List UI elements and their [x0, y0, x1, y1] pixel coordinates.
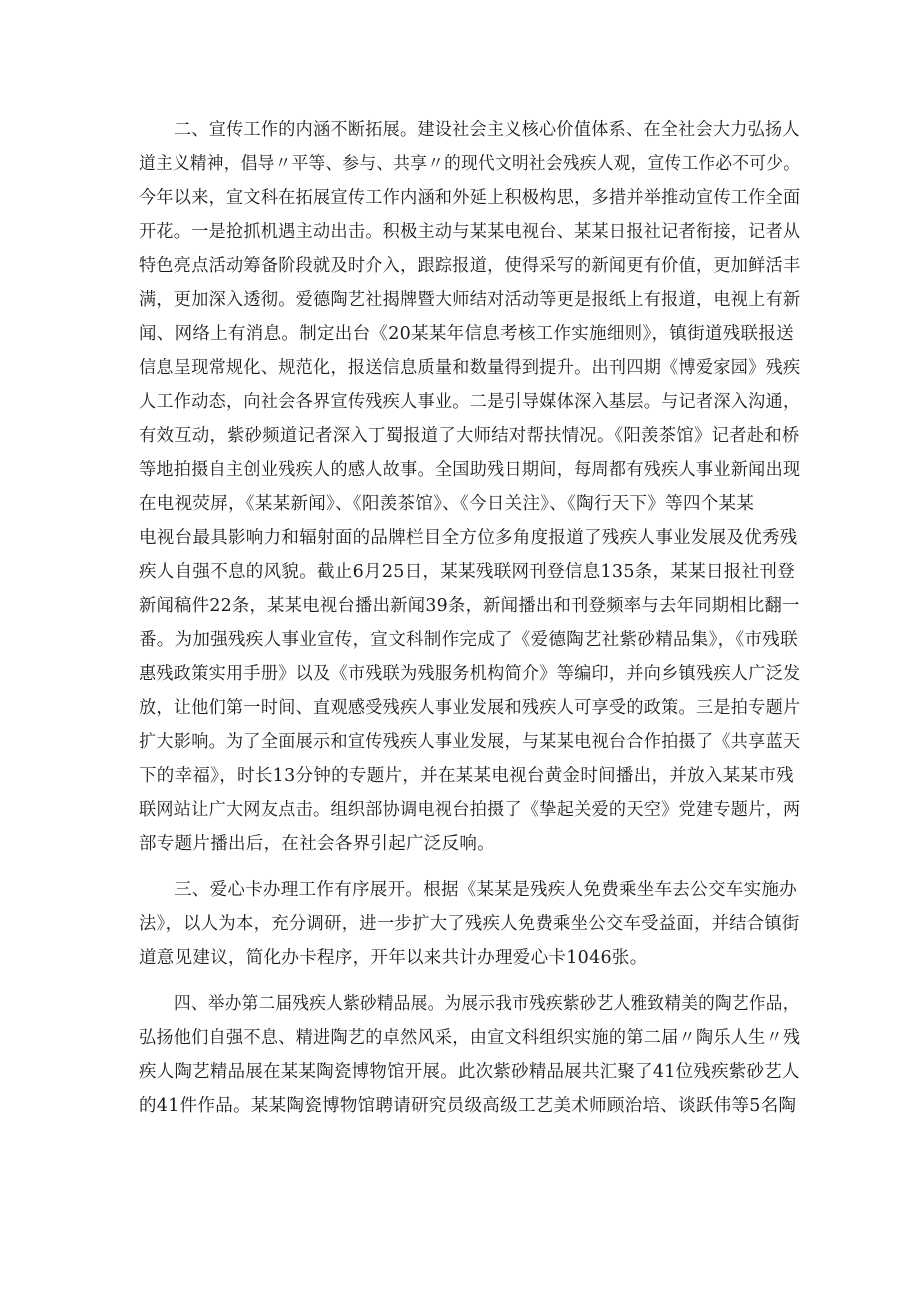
text-line: 四、举办第二届残疾人紫砂精品展。为展示我市残疾紫砂艺人雅致精美的陶艺作品， [174, 994, 800, 1014]
text-line: 法》，以人为本，充分调研，进一步扩大了残疾人免费乘坐公交车受益面，并结合镇街 [139, 914, 800, 934]
text-line: 满，更加深入透彻。爱德陶艺社揭牌暨大师结对活动等更是报纸上有报道，电视上有新 [139, 290, 801, 310]
text-line: 在电视荧屏，《某某新闻》、《阳羡茶馆》、《今日关注》、《陶行天下》等四个某某 [139, 494, 755, 514]
text-line: 特色亮点活动筹备阶段就及时介入，跟踪报道，使得采写的新闻更有价值，更加鲜活丰 [139, 256, 801, 276]
text-line: 放，让他们第一时间、直观感受残疾人事业发展和残疾人可享受的政策。三是拍专题片 [139, 698, 801, 718]
text-line: 扩大影响。为了全面展示和宣传残疾人事业发展，与某某电视台合作拍摄了《共享蓝天 [139, 732, 801, 752]
text-line: 信息呈现常规化、规范化，报送信息质量和数量得到提升。出刊四期《博爱家园》残疾 [139, 358, 801, 378]
text-line: 二、宣传工作的内涵不断拓展。建设社会主义核心价值体系、在全社会大力弘扬人 [174, 120, 800, 140]
text-line: 新闻稿件22条，某某电视台播出新闻39条，新闻播出和刊登频率与去年同期相比翻一 [139, 596, 800, 616]
text-line: 道主义精神，倡导〃平等、参与、共享〃的现代文明社会残疾人观，宣传工作必不可少。 [139, 154, 801, 174]
text-line: 疾人自强不息的风貌。截止6月25日，某某残联网刊登信息135条，某某日报社刊登 [139, 562, 796, 582]
text-line: 闻、网络上有消息。制定出台《20某某年信息考核工作实施细则》，镇街道残联报送 [139, 324, 794, 344]
text-line: 疾人陶艺精品展在某某陶瓷博物馆开展。此次紫砂精品展共汇聚了41位残疾紫砂艺人 [139, 1062, 800, 1082]
text-line: 番。为加强残疾人事业宣传，宣文科制作完成了《爱德陶艺社紫砂精品集》，《市残联 [139, 630, 798, 650]
text-line: 等地拍摄自主创业残疾人的感人故事。全国助残日期间，每周都有残疾人事业新闻出现 [139, 460, 801, 480]
text-line: 部专题片播出后，在社会各界引起广泛反响。 [139, 834, 495, 854]
text-line: 开花。一是抢抓机遇主动出击。积极主动与某某电视台、某某日报社记者衔接，记者从 [139, 222, 801, 242]
text-line: 的41件作品。某某陶瓷博物馆聘请研究员级高级工艺美术师顾治培、谈跃伟等5名陶 [139, 1096, 797, 1116]
text-line: 人工作动态，向社会各界宣传残疾人事业。二是引导媒体深入基层。与记者深入沟通， [139, 392, 801, 412]
text-line: 今年以来，宣文科在拓展宣传工作内涵和外延上积极构思，多措并举推动宣传工作全面 [139, 188, 801, 208]
text-line: 下的幸福》，时长13分钟的专题片，并在某某电视台黄金时间播出，并放入某某市残 [139, 766, 794, 786]
text-line: 三、爱心卡办理工作有序展开。根据《某某是残疾人免费乘坐车去公交车实施办 [174, 880, 797, 900]
text-line: 电视台最具影响力和辐射面的品牌栏目全方位多角度报道了残疾人事业发展及优秀残 [139, 528, 798, 548]
text-line: 联网站让广大网友点击。组织部协调电视台拍摄了《挚起关爱的天空》党建专题片，两 [139, 800, 801, 820]
text-line: 有效互动，紫砂频道记者深入丁蜀报道了大师结对帮扶情况。《阳羡茶馆》记者赴和桥 [139, 426, 800, 446]
text-line: 道意见建议，简化办卡程序，开年以来共计办理爱心卡1046张。 [139, 948, 648, 968]
text-line: 弘扬他们自强不息、精进陶艺的卓然风采，由宣文科组织实施的第二届〃陶乐人生〃残 [139, 1028, 801, 1048]
text-line: 惠残政策实用手册》以及《市残联为残服务机构简介》等编印，并向乡镇残疾人广泛发 [139, 664, 801, 684]
